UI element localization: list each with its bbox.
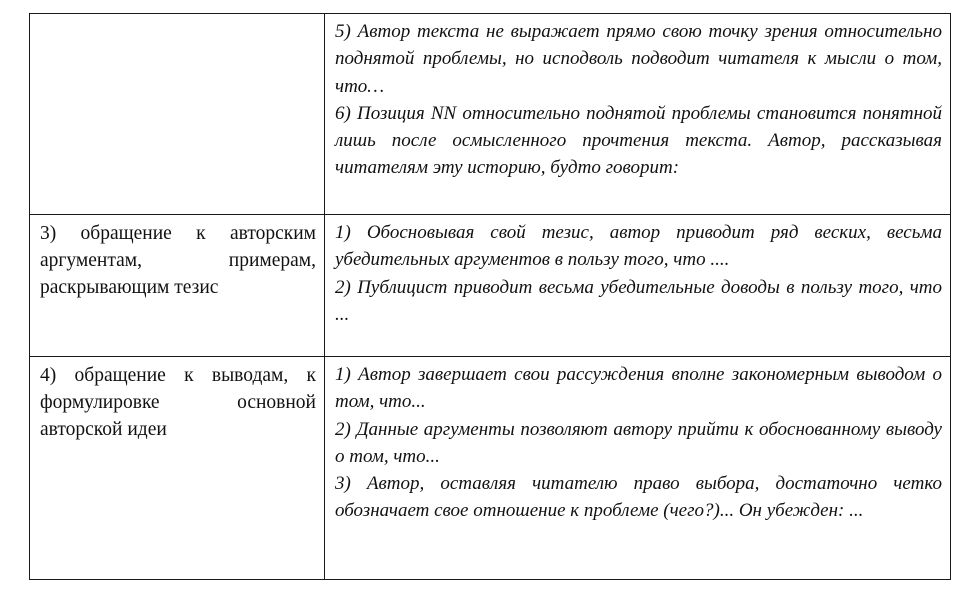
table-row	[30, 357, 951, 580]
phrase-item: 1) Автор завершает свои рассуждения вполне закономерным выводом о том, что...	[335, 364, 942, 413]
table-cell-left	[30, 215, 325, 357]
table-cell-left	[30, 14, 325, 215]
table-row	[30, 14, 951, 215]
table-cell-right	[325, 357, 951, 580]
table-row	[30, 215, 951, 357]
phrase-item: 1) Обосновывая свой тезис, автор приводит ряд веских, весьма убедительных аргументов в пользу того, что ....	[335, 222, 942, 271]
table-cell-right	[325, 14, 951, 215]
content-table	[29, 13, 951, 580]
aspect-text	[30, 14, 324, 19]
phrase-item: 2) Публицист приводит весьма убедительные доводы в пользу того, что ...	[335, 276, 942, 325]
aspect-text: 3) обращение к авторским аргументам, примерам, раскрывающим тезис	[40, 223, 316, 298]
phrase-item: 2) Данные аргументы позволяют автору прийти к обоснованному выводу о том, что...	[335, 418, 942, 467]
phrase-item: 3) Автор, оставляя читателю право выбора, достаточно четко обозначает свое отношение к проблеме (чего?)... Он убежден: ...	[335, 473, 942, 522]
aspect-text: 4) обращение к выводам, к формулировке основной авторской идеи	[40, 365, 316, 440]
table-cell-left	[30, 357, 325, 580]
table-cell-right	[325, 215, 951, 357]
phrase-item: 5) Автор текста не выражает прямо свою точку зрения относительно поднятой проблемы, но исподволь подводит читателя к мысли о том, что…	[335, 21, 942, 97]
phrase-item: 6) Позиция NN относительно поднятой проблемы становится понятной лишь после осмысленного прочтения текста. Автор, рассказывая читателям эту историю, будто говорит:	[335, 102, 942, 179]
